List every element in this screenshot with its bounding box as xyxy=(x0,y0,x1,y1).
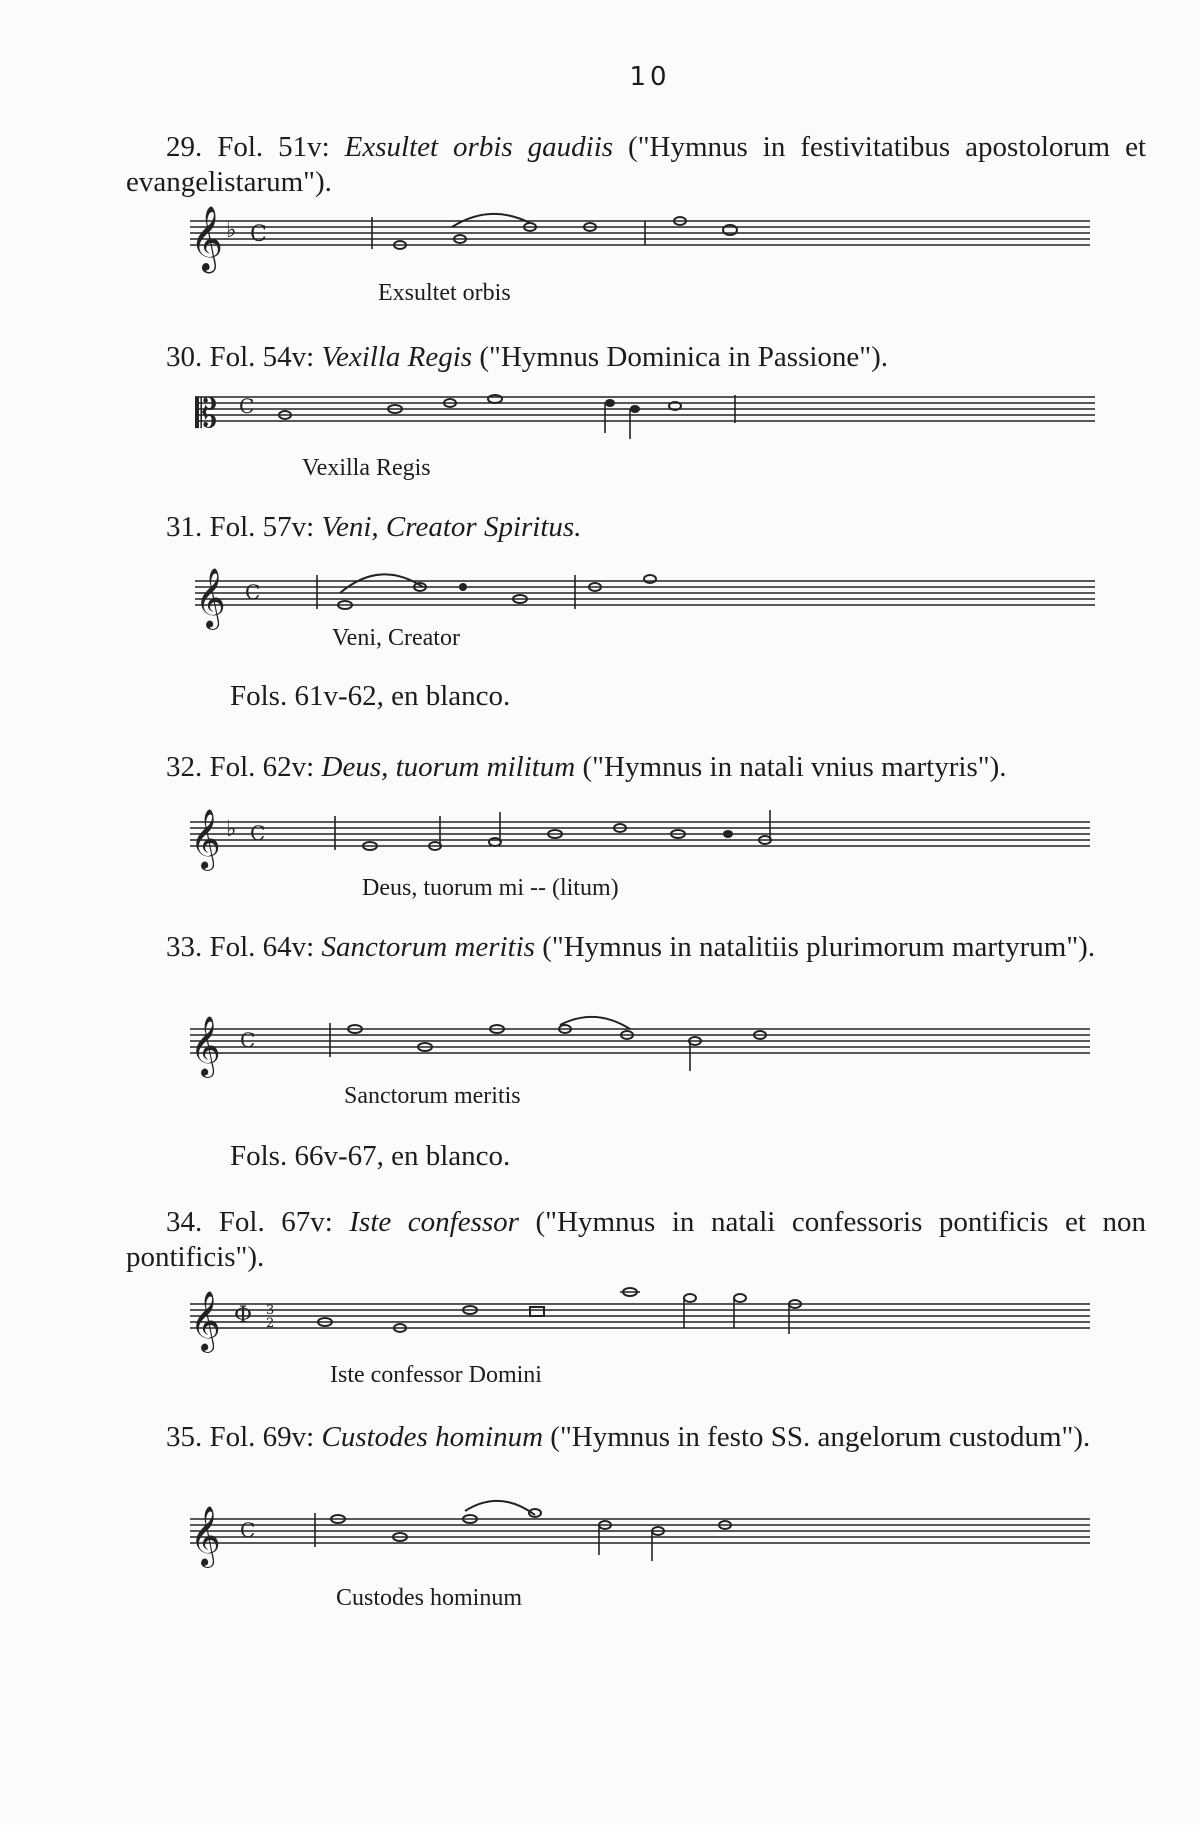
flat-icon: ♭ xyxy=(226,817,237,842)
g-clef-icon: 𝄞 xyxy=(195,568,226,628)
c-clef-icon: 𝄡 xyxy=(195,391,218,437)
hymn-title: Vexilla Regis xyxy=(321,341,473,373)
staff-35 xyxy=(190,1505,1100,1585)
note xyxy=(684,1294,696,1302)
entry-heading: 31. Fol. 57v: xyxy=(166,511,315,543)
hymn-description: ("Hymnus in festo SS. angelorum custodum"). xyxy=(550,1421,1091,1453)
blank-folios-note: Fols. 66v-67, en blanco. xyxy=(230,1140,511,1172)
incipit-text: Vexilla Regis xyxy=(302,455,431,481)
common-time-icon: C xyxy=(240,1518,256,1542)
hymn-description: ("Hymnus in natalitiis plurimorum martyrum"). xyxy=(542,931,1096,963)
common-time-icon: C xyxy=(245,580,261,604)
g-clef-icon: 𝄞 xyxy=(190,1016,221,1076)
entry-32 xyxy=(126,750,1146,785)
incipit-text: Iste confessor Domini xyxy=(330,1362,542,1388)
note xyxy=(734,1294,746,1302)
common-time-icon: C xyxy=(239,394,255,418)
entry-30 xyxy=(126,340,1146,375)
blank-folios-note: Fols. 61v-62, en blanco. xyxy=(230,680,511,712)
hymn-description: ("Hymnus Dominica in Passione"). xyxy=(479,341,889,373)
entry-29 xyxy=(126,130,1146,200)
staff-32 xyxy=(190,808,1100,888)
incipit-text: Custodes hominum xyxy=(336,1585,523,1611)
staff-33 xyxy=(190,1015,1100,1095)
note xyxy=(723,830,733,838)
common-time-icon: C xyxy=(250,821,266,845)
note xyxy=(605,399,615,407)
time-signature-icon: 3 xyxy=(266,1303,275,1318)
entry-heading: 33. Fol. 64v: xyxy=(166,931,315,963)
entry-heading: 30. Fol. 54v: xyxy=(166,341,315,373)
g-clef-icon: 𝄞 xyxy=(190,1506,221,1566)
entry-heading: 29. Fol. 51v: xyxy=(166,131,330,163)
g-clef-icon: 𝄞 xyxy=(190,206,224,271)
incipit-text: Veni, Creator xyxy=(332,625,460,651)
entry-heading: 35. Fol. 69v: xyxy=(166,1421,315,1453)
hymn-title: Iste confessor xyxy=(349,1206,519,1238)
hymn-title: Veni, Creator Spiritus. xyxy=(321,511,582,543)
incipit-text: Sanctorum meritis xyxy=(344,1083,521,1109)
hymn-description: ("Hymnus in natali confessoris pontificis et non pontificis"). xyxy=(126,1206,1146,1273)
g-clef-icon: 𝄞 xyxy=(190,809,221,869)
time-signature-icon: 2 xyxy=(266,1316,275,1331)
entry-33 xyxy=(126,930,1146,965)
slur xyxy=(340,574,423,593)
slur xyxy=(465,1501,535,1515)
entry-heading: 34. Fol. 67v: xyxy=(166,1206,333,1238)
g-clef-icon: 𝄞 xyxy=(190,1291,221,1351)
entry-31 xyxy=(126,510,1146,545)
common-time-icon: C xyxy=(250,222,267,247)
note xyxy=(530,1307,544,1316)
entry-34 xyxy=(126,1205,1146,1275)
hymn-title: Exsultet orbis gaudiis xyxy=(344,131,614,163)
staff-34 xyxy=(190,1290,1100,1370)
hymn-title: Custodes hominum xyxy=(321,1421,544,1453)
cut-time-icon: Φ xyxy=(234,1303,253,1328)
staff-30 xyxy=(195,387,1105,457)
hymn-title: Sanctorum meritis xyxy=(321,931,535,963)
common-time-icon: C xyxy=(240,1028,256,1052)
staff-29 xyxy=(190,205,1100,285)
hymn-description: ("Hymnus in festivitatibus apostolorum et evangelistarum"). xyxy=(126,131,1147,198)
hymn-description: ("Hymnus in natali vnius martyris"). xyxy=(582,751,1007,783)
hymn-title: Deus, tuorum militum xyxy=(321,751,576,783)
incipit-text: Deus, tuorum mi -- (litum) xyxy=(362,875,619,901)
note xyxy=(630,405,640,413)
entry-heading: 32. Fol. 62v: xyxy=(166,751,315,783)
note xyxy=(459,583,467,591)
incipit-text: Exsultet orbis xyxy=(378,280,511,306)
flat-icon: ♭ xyxy=(226,218,237,243)
entry-35 xyxy=(126,1420,1146,1455)
page-number: 10 xyxy=(629,62,671,92)
